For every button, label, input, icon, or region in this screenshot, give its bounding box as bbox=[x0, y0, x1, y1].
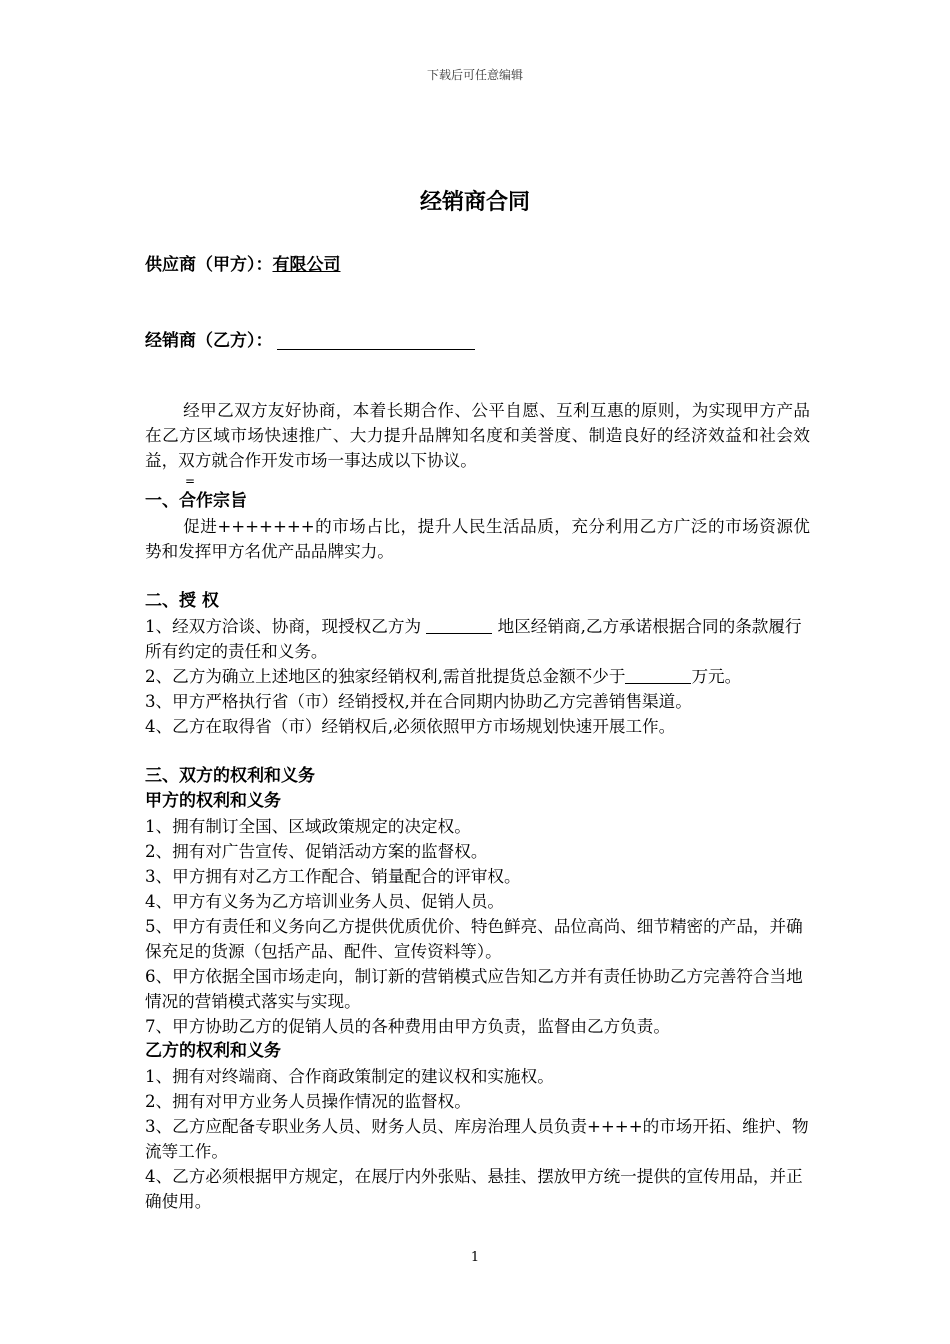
section2-item-3: 3、甲方严格执行省（市）经销授权,并在合同期内协助乙方完善销售渠道。 bbox=[145, 692, 692, 711]
dealer-label: 经销商（乙方）： bbox=[145, 331, 273, 351]
section3-heading: 三、双方的权利和义务 bbox=[145, 766, 315, 786]
intro-paragraph: 经甲乙双方友好协商，本着长期合作、公平自愿、互利互惠的原则，为实现甲方产品在乙方区域市场快速推广、大力提升品牌知名度和美誉度、制造良好的经济效益和社会效益，双方就合作开发市场一事达成以下协议。 bbox=[145, 401, 810, 470]
intro-mark: = bbox=[185, 474, 196, 488]
party-a-item: 5、甲方有责任和义务向乙方提供优质优价、特色鲜亮、品位高尚、细节精密的产品，并确保充足的货源（包括产品、配件、宣传资料等）。 bbox=[145, 917, 803, 961]
dealer-field bbox=[145, 326, 475, 351]
supplier-label: 供应商（甲方）： bbox=[145, 255, 273, 275]
party-a-item: 2、拥有对广告宣传、促销活动方案的监督权。 bbox=[145, 842, 488, 861]
party-a-item: 6、甲方依据全国市场走向，制订新的营销模式应告知乙方并有责任协助乙方完善符合当地情况的营销模式落实与实现。 bbox=[145, 967, 803, 1011]
region-blank bbox=[426, 619, 492, 634]
spacer bbox=[145, 564, 810, 589]
section2-item-1-text-b: 地区经销商,乙方承诺根据合同的条款履行所有约定的责任和义务。 bbox=[145, 617, 802, 661]
party-b-heading: 乙方的权利和义务 bbox=[145, 1041, 281, 1061]
party-a-heading: 甲方的权利和义务 bbox=[145, 791, 281, 811]
dealer-blank-line bbox=[277, 333, 475, 350]
party-b-item: 1、拥有对终端商、合作商政策制定的建议权和实施权。 bbox=[145, 1067, 554, 1086]
section2-item-2 bbox=[145, 664, 810, 689]
party-b-item: 4、乙方必须根据甲方规定，在展厅内外张贴、悬挂、摆放甲方统一提供的宣传用品，并正确使用。 bbox=[145, 1167, 803, 1211]
party-a-item: 4、甲方有义务为乙方培训业务人员、促销人员。 bbox=[145, 892, 505, 911]
section2-item-1 bbox=[145, 614, 810, 664]
section1-text: 促进+++++++的市场占比，提升人民生活品质，充分利用乙方广泛的市场资源优势和发挥甲方名优产品品牌实力。 bbox=[145, 517, 810, 561]
supplier-field bbox=[145, 250, 341, 275]
section2-item-2-text-a: 2、乙方为确立上述地区的独家经销权利,需首批提货总金额不少于 bbox=[145, 667, 626, 686]
party-a-item: 1、拥有制订全国、区域政策规定的决定权。 bbox=[145, 817, 471, 836]
page-header-note: 下载后可任意编辑 bbox=[426, 68, 523, 82]
section2-item-4: 4、乙方在取得省（市）经销权后,必须依照甲方市场规划快速开展工作。 bbox=[145, 717, 676, 736]
section2-heading: 二、授 权 bbox=[145, 591, 219, 611]
party-a-item: 3、甲方拥有对乙方工作配合、销量配合的评审权。 bbox=[145, 867, 521, 886]
supplier-value: 有限公司 bbox=[272, 255, 341, 275]
section2-item-1-text-a: 1、经双方洽谈、协商，现授权乙方为 bbox=[145, 617, 427, 636]
section2-item-2-text-b: 万元。 bbox=[691, 667, 742, 686]
page-title: 经销商合同 bbox=[419, 189, 530, 215]
contract-body bbox=[145, 398, 810, 1214]
page-number: 1 bbox=[470, 1250, 480, 1265]
spacer bbox=[145, 739, 810, 764]
section1-heading: 一、合作宗旨 bbox=[145, 491, 247, 511]
party-b-item: 3、乙方应配备专职业务人员、财务人员、库房治理人员负责++++的市场开拓、维护、物流等工作。 bbox=[145, 1117, 809, 1161]
party-b-item: 2、拥有对甲方业务人员操作情况的监督权。 bbox=[145, 1092, 471, 1111]
amount-blank bbox=[625, 669, 691, 684]
party-a-item: 7、甲方协助乙方的促销人员的各种费用由甲方负责，监督由乙方负责。 bbox=[145, 1017, 670, 1036]
